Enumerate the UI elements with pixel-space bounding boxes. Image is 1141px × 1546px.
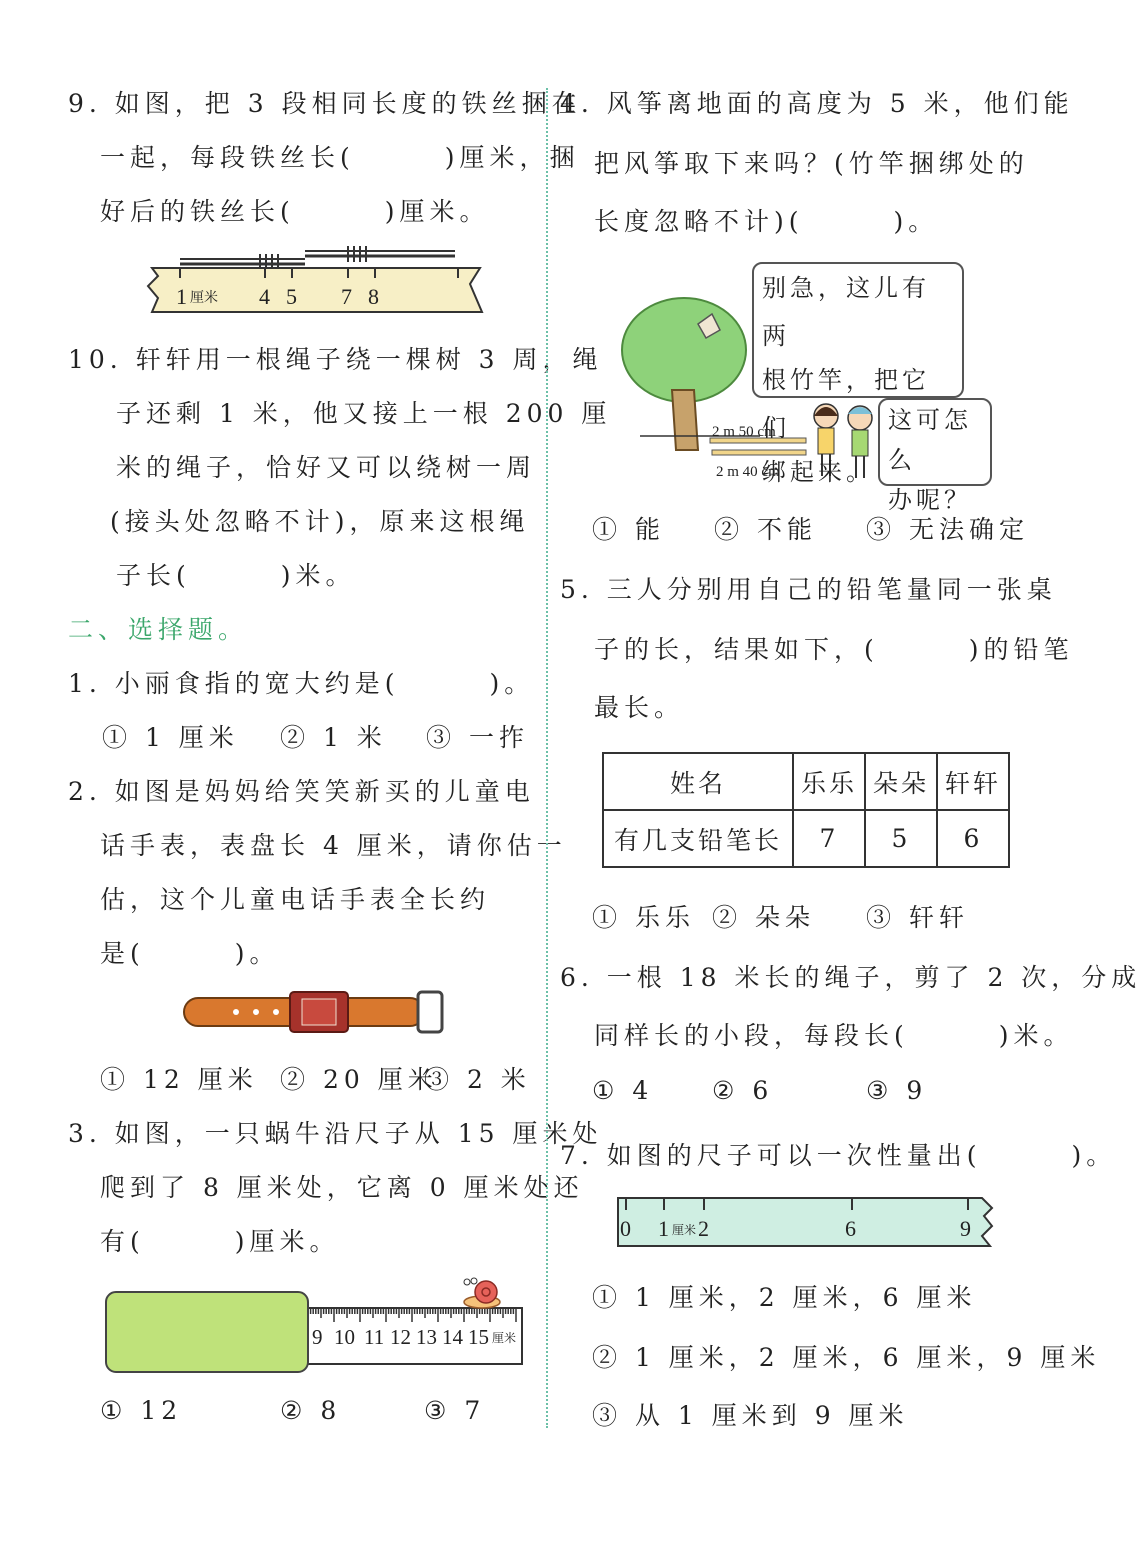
q6-option-1: ① 4 [592,1076,654,1105]
table-header-xuanxuan: 轩轩 [937,753,1009,810]
q3-ruler-label-12: 12 [390,1325,411,1349]
q4-line2: 把风筝取下来吗？(竹竿捆绑处的 [594,149,1029,178]
bubble1-line2: 根竹竿，把它们 [762,366,930,442]
q1-option-3: ③ 一拃 [426,723,529,752]
q9-ruler-label-5: 5 [286,284,297,309]
q1-line1: 1. 小丽食指的宽大约是( )。 [68,669,535,698]
q9-ruler-label-4: 4 [259,284,270,309]
q3-ruler-label-15: 15 [468,1325,489,1349]
q5-line1: 5. 三人分别用自己的铅笔量同一张桌 [560,575,1057,604]
q1-option-2: ② 1 米 [280,723,387,752]
table-header-name: 姓名 [603,753,793,810]
q2-option-1: ① 12 厘米 [100,1065,258,1094]
q5-option-2: ② 朵朵 [712,903,815,932]
q4-option-3: ③ 无法确定 [866,515,1029,544]
q2-line2: 话手表，表盘长 4 厘米，请你估一 [100,831,567,860]
q3-line2: 爬到了 8 厘米处，它离 0 厘米处还 [100,1173,584,1202]
bubble1-line1: 别急，这儿有两 [762,274,930,350]
speech-bubble-2 [878,398,992,514]
q2-line4: 是( )。 [100,939,280,968]
q4-option-1: ① 能 [592,515,665,544]
q10-line1: 10. 轩轩用一根绳子绕一棵树 3 周，绳 [68,345,603,374]
q10-line4: (接头处忽略不计)，原来这根绳 [110,507,530,536]
q3-ruler-label-13: 13 [416,1325,437,1349]
q3-option-2: ② 8 [280,1396,342,1425]
q7-ruler-label-1: 1 [658,1216,669,1241]
q9-ruler-figure [140,240,490,320]
q7-ruler-label-2: 2 [698,1216,709,1241]
table-cell-xuanxuan: 6 [937,810,1009,867]
q9-ruler-unit: 厘米 [190,291,218,306]
q2-line1: 2. 如图是妈妈给笑笑新买的儿童电 [68,777,535,806]
q9-ruler-label-1: 1 [176,284,187,309]
q7-option-2: ② 1 厘米，2 厘米，6 厘米，9 厘米 [592,1343,1101,1372]
q7-option-3: ③ 从 1 厘米到 9 厘米 [592,1401,909,1430]
q1-option-1: ① 1 厘米 [102,723,239,752]
table-row [603,753,1009,810]
bubble2-line1: 这可怎么 [888,406,972,474]
q3-line1: 3. 如图，一只蜗牛沿尺子从 15 厘米处 [68,1119,603,1148]
q3-option-1: ① 12 [100,1396,183,1425]
q5-line3: 最长。 [594,693,685,722]
q7-ruler-label-0: 0 [620,1216,631,1241]
section-title: 二、选择题。 [68,615,249,644]
table-cell-duoduo: 5 [865,810,937,867]
bubble1-line3: 绑起来。 [762,458,874,486]
q4-option-2: ② 不能 [714,515,817,544]
q3-ruler-label-11: 11 [364,1325,385,1349]
table-cell-lele: 7 [793,810,865,867]
q3-ruler-label-14: 14 [442,1325,463,1349]
q3-option-3: ③ 7 [424,1396,486,1425]
pole1-length: 2 m 50 cm [712,424,776,440]
q9-line1: 9. 如图，把 3 段相同长度的铁丝捆在 [68,89,582,118]
q5-option-3: ③ 轩轩 [866,903,969,932]
q3-ruler-figure [102,1272,526,1378]
q9-ruler-label-8: 8 [368,284,379,309]
q10-line3: 米的绳子，恰好又可以绕树一周 [116,453,537,482]
bubble2-line2: 办呢？ [888,486,972,514]
q7-line1: 7. 如图的尺子可以一次性量出( )。 [560,1141,1117,1170]
q2-option-2: ② 20 厘米 [280,1065,438,1094]
q3-ruler-unit: 厘米 [492,1331,517,1345]
q2-option-3: ③ 2 米 [424,1065,531,1094]
snail-icon [464,1278,500,1308]
table-header-lele: 乐乐 [793,753,865,810]
q3-line3: 有( )厘米。 [100,1227,340,1256]
table-header-duoduo: 朵朵 [865,753,937,810]
table-row [603,810,1009,867]
q2-line3: 估，这个儿童电话手表全长约 [100,885,491,914]
table-row-label: 有几支铅笔长 [603,810,793,867]
q9-line3: 好后的铁丝长( )厘米。 [100,197,490,226]
q7-ruler-label-9: 9 [960,1216,971,1241]
q7-option-1: ① 1 厘米，2 厘米，6 厘米 [592,1283,977,1312]
q7-ruler-label-6: 6 [845,1216,856,1241]
q6-line2: 同样长的小段，每段长( )米。 [594,1021,1074,1050]
q5-line2: 子的长，结果如下，( )的铅笔 [594,635,1074,664]
q6-line1: 6. 一根 18 米长的绳子，剪了 2 次，分成 [560,963,1141,992]
q10-line5: 子长( )米。 [116,561,356,590]
q6-option-2: ② 6 [712,1076,774,1105]
q4-line3: 长度忽略不计)( )。 [594,207,939,236]
q5-option-1: ① 乐乐 [592,903,695,932]
q9-line2: 一起，每段铁丝长( )厘米，捆 [100,143,580,172]
q6-option-3: ③ 9 [866,1076,928,1105]
q3-ruler-label-10: 10 [334,1325,355,1349]
q3-ruler-label-9: 9 [312,1325,323,1349]
q10-line2: 子还剩 1 米，他又接上一根 200 厘 [116,399,612,428]
pencil-table [602,752,1010,868]
q4-line1: 4. 风筝离地面的高度为 5 米，他们能 [560,89,1074,118]
q7-ruler-figure [612,1194,1002,1252]
q7-ruler-unit: 厘米 [672,1223,697,1237]
column-divider [546,88,548,1428]
watch-figure [180,986,450,1038]
q9-ruler-label-7: 7 [341,284,352,309]
pole2-length: 2 m 40 cm [716,464,780,480]
